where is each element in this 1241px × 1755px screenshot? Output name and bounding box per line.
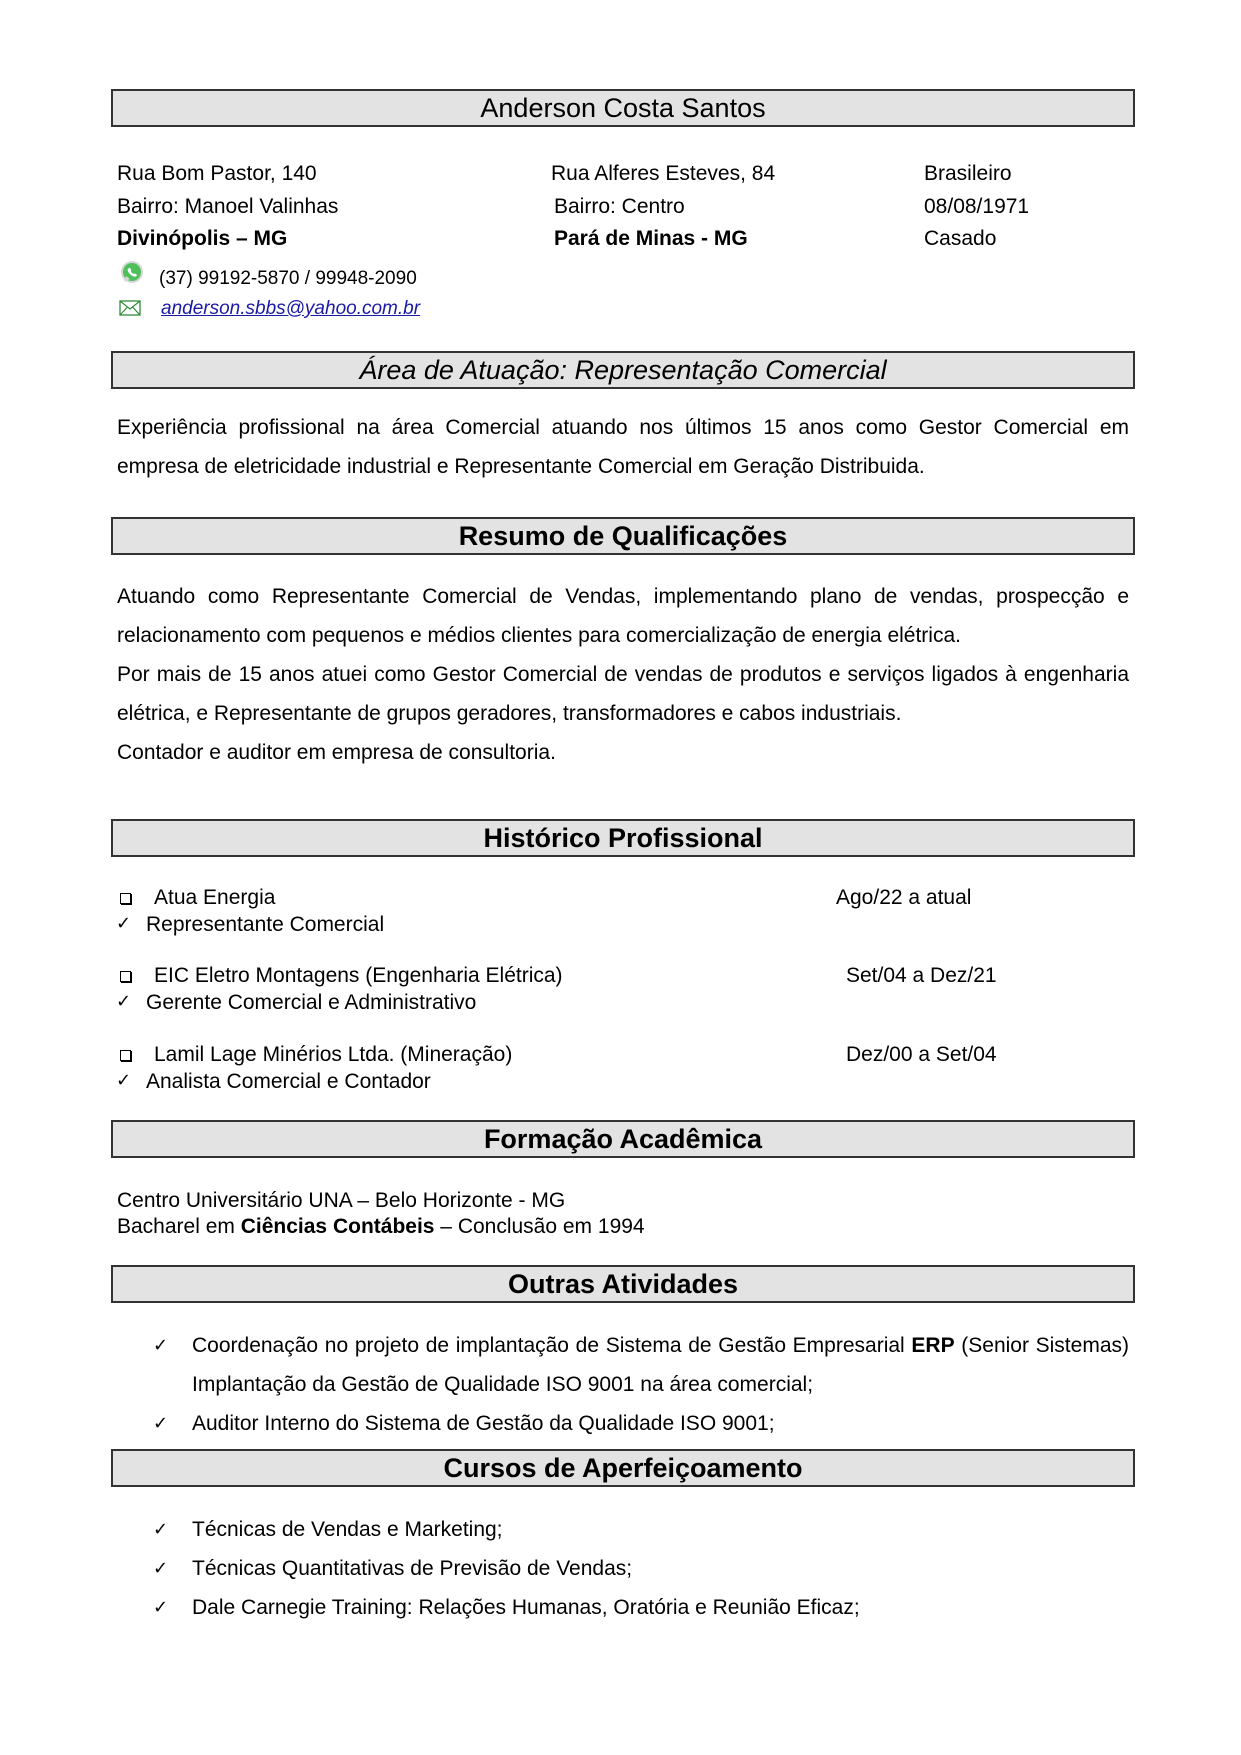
list-item bbox=[153, 1549, 1129, 1588]
item-text: Coordenação no projeto de implantação de Sistema de Gestão Empresarial bbox=[192, 1334, 912, 1357]
item-text: (Senior Sistemas) Implantação da Gestão de Qualidade ISO 9001 na área comercial; bbox=[192, 1334, 1129, 1396]
course-name: Técnicas de Vendas e Marketing; bbox=[192, 1518, 503, 1541]
envelope-icon bbox=[119, 300, 141, 321]
education-institution: Centro Universitário UNA – Belo Horizonte - MG bbox=[117, 1189, 566, 1212]
section-header-history bbox=[111, 819, 1135, 857]
birthdate: 08/08/1971 bbox=[924, 195, 1030, 218]
square-bullet-icon bbox=[120, 893, 131, 904]
address-2-city: Pará de Minas - MG bbox=[554, 227, 748, 250]
check-icon: ✓ bbox=[153, 1413, 169, 1434]
section-title: Cursos de Aperfeiçoamento bbox=[443, 1453, 803, 1483]
list-item bbox=[153, 1404, 1129, 1443]
address-1-street: Rua Bom Pastor, 140 bbox=[117, 162, 317, 185]
course-name: Técnicas Quantitativas de Previsão de Vendas; bbox=[192, 1557, 633, 1580]
list-item bbox=[153, 1510, 1129, 1549]
section-title: Formação Acadêmica bbox=[483, 1124, 763, 1154]
list-item bbox=[153, 1326, 1129, 1404]
section-title: Área de Atuação: Representação Comercial bbox=[359, 355, 887, 385]
education-degree-line bbox=[117, 1214, 645, 1240]
marital-status: Casado bbox=[924, 227, 997, 250]
job-role: Representante Comercial bbox=[146, 913, 385, 936]
job-company: EIC Eletro Montagens (Engenharia Elétrica) bbox=[154, 964, 563, 987]
job-role: Gerente Comercial e Administrativo bbox=[146, 991, 477, 1014]
degree-name: Ciências Contábeis bbox=[240, 1215, 435, 1238]
whatsapp-icon bbox=[119, 260, 145, 291]
courses-list bbox=[153, 1510, 1129, 1627]
check-icon: ✓ bbox=[116, 1070, 132, 1091]
check-icon: ✓ bbox=[116, 913, 132, 934]
check-icon: ✓ bbox=[153, 1519, 169, 1540]
job-period: Set/04 a Dez/21 bbox=[846, 964, 997, 987]
candidate-name: Anderson Costa Santos bbox=[480, 93, 766, 123]
check-icon: ✓ bbox=[153, 1558, 169, 1579]
degree-suffix: – Conclusão em 1994 bbox=[434, 1215, 645, 1238]
phone-numbers: (37) 99192-5870 / 99948-2090 bbox=[159, 268, 417, 289]
section-title: Histórico Profissional bbox=[483, 823, 763, 853]
summary-paragraph: Atuando como Representante Comercial de Vendas, implementando plano de vendas, prospecção e relacionamento com pequenos e médios clientes para comercialização de energia elétrica. bbox=[117, 585, 1129, 647]
address-1-district: Bairro: Manoel Valinhas bbox=[117, 195, 339, 218]
job-period: Dez/00 a Set/04 bbox=[846, 1043, 997, 1066]
area-text: Experiência profissional na área Comercial atuando nos últimos 15 anos como Gestor Comercial em empresa de eletricidade industrial e Representante Comercial em Geração Distribuida. bbox=[117, 416, 1129, 478]
address-1-city: Divinópolis – MG bbox=[117, 227, 288, 250]
course-name: Dale Carnegie Training: Relações Humanas, Oratória e Reunião Eficaz; bbox=[192, 1596, 860, 1619]
section-title: Outras Atividades bbox=[507, 1269, 739, 1299]
summary-paragraph: Contador e auditor em empresa de consultoria. bbox=[117, 741, 556, 764]
job-role: Analista Comercial e Contador bbox=[146, 1070, 431, 1093]
job-period: Ago/22 a atual bbox=[836, 886, 972, 909]
nationality: Brasileiro bbox=[924, 162, 1012, 185]
area-description bbox=[117, 408, 1129, 486]
summary-paragraph: Por mais de 15 anos atuei como Gestor Comercial de vendas de produtos e serviços ligados à engenharia elétrica, e Representante de grupos geradores, transformadores e cabos industriais. bbox=[117, 663, 1129, 725]
summary-text bbox=[117, 577, 1129, 772]
square-bullet-icon bbox=[120, 971, 131, 982]
email-link[interactable]: anderson.sbbs@yahoo.com.br bbox=[161, 298, 421, 319]
address-2-street: Rua Alferes Esteves, 84 bbox=[551, 162, 776, 185]
check-icon: ✓ bbox=[153, 1335, 169, 1356]
section-header-education bbox=[111, 1120, 1135, 1158]
section-header-other bbox=[111, 1265, 1135, 1303]
job-company: Lamil Lage Minérios Ltda. (Mineração) bbox=[154, 1043, 513, 1066]
section-header-summary bbox=[111, 517, 1135, 555]
square-bullet-icon bbox=[120, 1050, 131, 1061]
degree-prefix: Bacharel em bbox=[117, 1215, 241, 1238]
check-icon: ✓ bbox=[116, 991, 132, 1012]
section-header-area bbox=[111, 351, 1135, 389]
other-activities-list bbox=[153, 1326, 1129, 1443]
name-header bbox=[111, 89, 1135, 127]
address-2-district: Bairro: Centro bbox=[554, 195, 685, 218]
section-title: Resumo de Qualificações bbox=[458, 521, 788, 551]
list-item bbox=[153, 1588, 1129, 1627]
item-text: Auditor Interno do Sistema de Gestão da Qualidade ISO 9001; bbox=[192, 1412, 775, 1435]
section-header-courses bbox=[111, 1449, 1135, 1487]
job-company: Atua Energia bbox=[154, 886, 276, 909]
item-bold-text: ERP bbox=[911, 1334, 955, 1357]
check-icon: ✓ bbox=[153, 1597, 169, 1618]
